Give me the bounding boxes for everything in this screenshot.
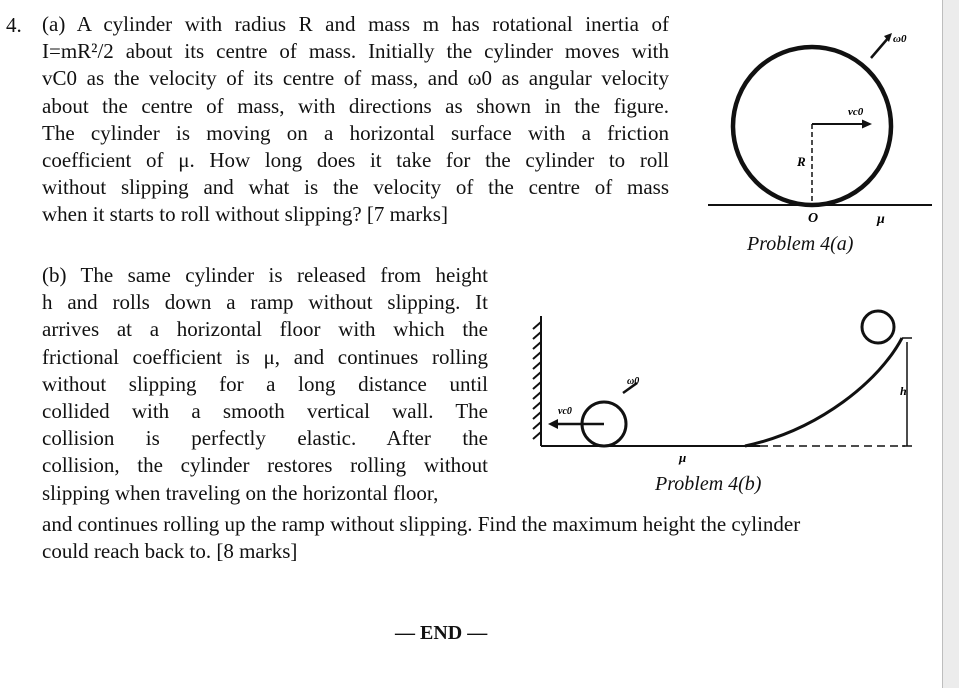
bottom-velocity-head: [548, 419, 558, 429]
part-b-text: [42, 262, 488, 507]
label-mu-a: μ: [877, 212, 885, 227]
part-a-line: coefficient of μ. How long does it take for the cylinder to roll: [42, 148, 669, 173]
part-b-line: (b) The same cylinder is released from height: [42, 263, 488, 287]
question-number: 4.: [6, 13, 22, 37]
end-marker: — END —: [395, 622, 488, 644]
label-h: h: [900, 384, 907, 398]
part-b-line: arrives at a horizontal floor with which the: [42, 317, 488, 342]
part-b-line: collision, the cylinder restores rolling without: [42, 453, 488, 478]
ramp-curve: [745, 338, 902, 446]
cylinder-top: [862, 311, 894, 343]
part-b-tail-line: and continues rolling up the ramp without slipping. Find the maximum height the cylinder: [42, 512, 801, 536]
label-O: O: [808, 211, 819, 226]
part-a-line: about the centre of mass, with directions as shown in the figure.: [42, 93, 669, 118]
part-a-line: I=mR²/2 about its centre of mass. Initially the cylinder moves with: [42, 39, 669, 64]
part-b-line: collision is perfectly elastic. After the: [42, 426, 488, 451]
part-a-line: (a) A cylinder with radius R and mass m has rotational inertia of: [42, 12, 669, 36]
figure-a-caption: Problem 4(a): [747, 233, 854, 255]
part-a-line: The cylinder is moving on a horizontal surface with a friction: [42, 120, 669, 145]
label-R: R: [797, 154, 806, 169]
omega-arc: [871, 37, 889, 58]
label-vc0-a: vc0: [848, 106, 864, 118]
label-vc0-b: vc0: [558, 406, 572, 417]
label-omega0-b: ω0: [627, 376, 640, 387]
label-omega0-a: ω0: [893, 33, 907, 45]
part-b-line: h and rolls down a ramp without slipping. It: [42, 290, 488, 315]
figure-b-caption: Problem 4(b): [655, 473, 762, 495]
velocity-arrow-head: [862, 120, 872, 129]
part-b-line: collided with a smooth vertical wall. The: [42, 399, 488, 424]
part-b-tail-line: could reach back to. [8 marks]: [42, 539, 298, 564]
label-mu-b: μ: [679, 450, 687, 465]
part-a-line: when it starts to roll without slipping? [7 marks]: [42, 202, 448, 227]
part-b-line: slipping when traveling on the horizontal floor,: [42, 480, 439, 505]
part-b-line: frictional coefficient is μ, and continues rolling: [42, 344, 488, 369]
wall-hatching: [533, 322, 541, 439]
part-b-line: without slipping for a long distance until: [42, 371, 488, 396]
part-a-line: without slipping and what is the velocity of the centre of mass: [42, 175, 669, 200]
part-a-line: vC0 as the velocity of its centre of mass, and ω0 as angular velocity: [42, 66, 669, 91]
part-b-tail-text: [42, 511, 922, 565]
